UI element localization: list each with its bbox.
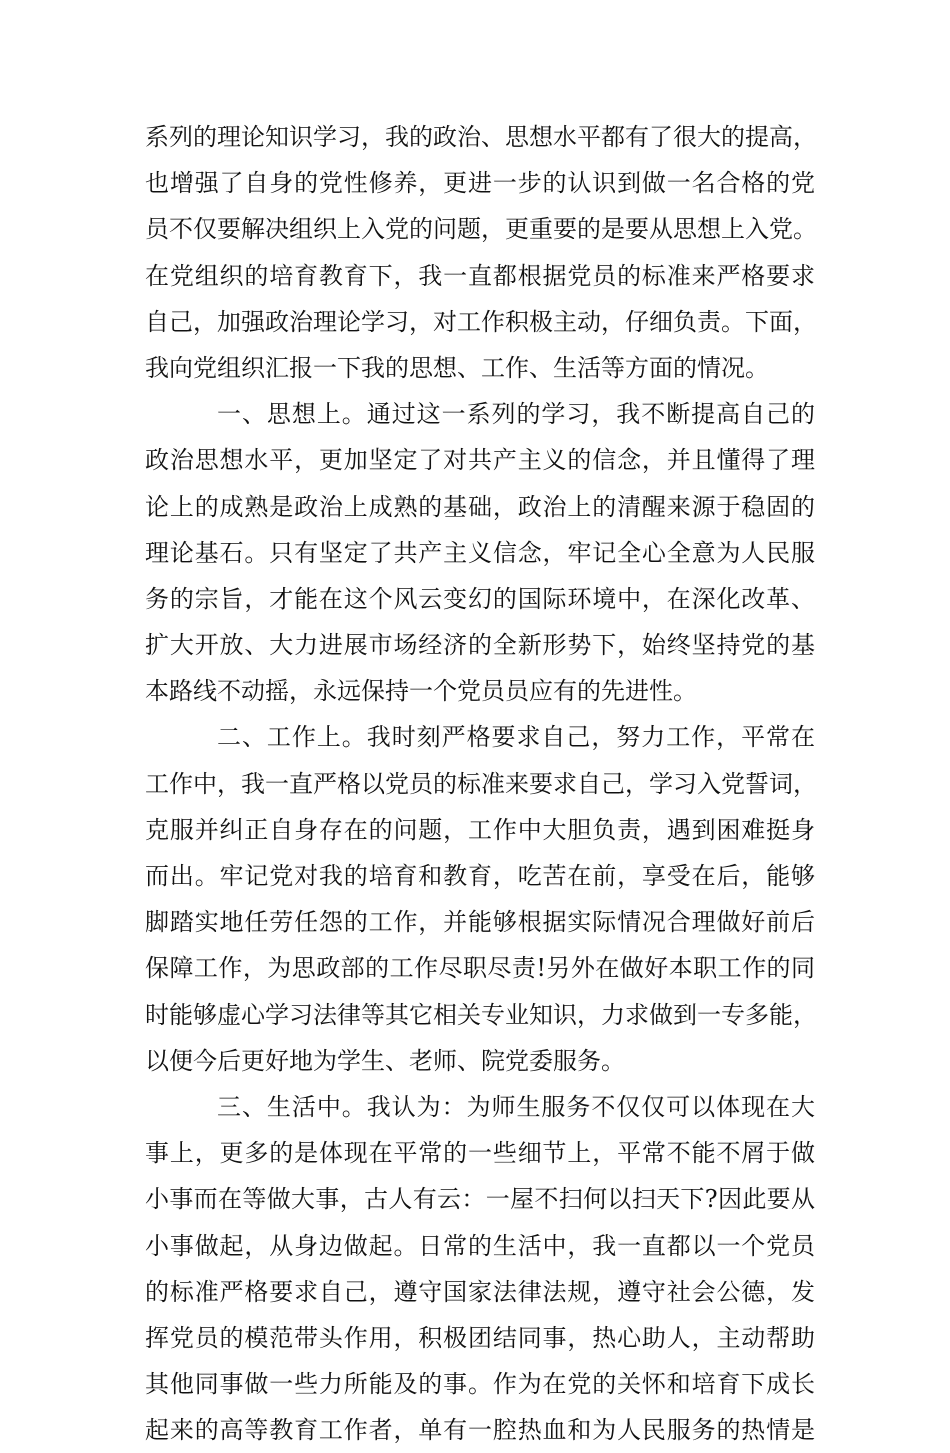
- text-line: 小事做起，从身边做起。日常的生活中，我一直都以一个党员: [145, 1231, 815, 1260]
- text-line: 系列的理论知识学习，我的政治、思想水平都有了很大的提高，: [145, 123, 817, 151]
- text-line: 在党组织的培育教育下，我一直都根据党员的标准来严格要求: [145, 261, 815, 290]
- text-line: 自己，加强政治理论学习，对工作积极主动，仔细负责。下面，: [145, 307, 817, 336]
- text-line: 事上，更多的是体现在平常的一些细节上，平常不能不屑于做: [145, 1139, 815, 1168]
- text-line: 务的宗旨，才能在这个风云变幻的国际环境中，在深化改革、: [145, 584, 815, 613]
- section-heading-line: 一、思想上。通过这一系列的学习，我不断提高自己的: [217, 400, 815, 429]
- text-line: 保障工作，为思政部的工作尽职尽责!另外在做好本职工作的同: [145, 954, 815, 983]
- text-line: 的标准严格要求自己，遵守国家法律法规，遵守社会公德，发: [145, 1277, 815, 1306]
- section-heading-line: 二、工作上。我时刻严格要求自己，努力工作，平常在: [217, 723, 815, 752]
- text-line: 克服并纠正自身存在的问题，工作中大胆负责，遇到困难挺身: [145, 815, 815, 844]
- text-line: 小事而在等做大事，古人有云：一屋不扫何以扫天下?因此要从: [145, 1185, 815, 1214]
- text-line: 扩大开放、大力进展市场经济的全新形势下，始终坚持党的基: [145, 631, 815, 660]
- text-line: 政治思想水平，更加坚定了对共产主义的信念，并且懂得了理: [145, 446, 815, 475]
- text-line: 论上的成熟是政治上成熟的基础，政治上的清醒来源于稳固的: [145, 492, 815, 521]
- section-heading-line: 三、生活中。我认为：为师生服务不仅仅可以体现在大: [217, 1092, 815, 1121]
- text-line: 理论基石。只有坚定了共产主义信念，牢记全心全意为人民服: [145, 538, 815, 567]
- text-line: 起来的高等教育工作者，单有一腔热血和为人民服务的热情是: [145, 1416, 815, 1445]
- text-line: 时能够虚心学习法律等其它相关专业知识，力求做到一专多能，: [145, 1000, 817, 1029]
- text-line: 我向党组织汇报一下我的思想、工作、生活等方面的情况。: [145, 353, 769, 382]
- text-line: 挥党员的模范带头作用，积极团结同事，热心助人，主动帮助: [145, 1323, 815, 1352]
- text-line: 其他同事做一些力所能及的事。作为在党的关怀和培育下成长: [145, 1370, 815, 1399]
- text-line: 工作中，我一直严格以党员的标准来要求自己，学习入党誓词，: [145, 769, 817, 798]
- text-line: 也增强了自身的党性修养，更进一步的认识到做一名合格的党: [145, 169, 815, 198]
- text-line: 而出。牢记党对我的培育和教育，吃苦在前，享受在后，能够: [145, 862, 815, 890]
- text-line: 以便今后更好地为学生、老师、院党委服务。: [145, 1046, 625, 1075]
- text-line: 本路线不动摇，永远保持一个党员员应有的先进性。: [145, 677, 697, 706]
- text-line: 脚踏实地任劳任怨的工作，并能够根据实际情况合理做好前后: [145, 908, 815, 937]
- body-text: [145, 114, 815, 1453]
- text-line: 员不仅要解决组织上入党的问题，更重要的是要从思想上入党。: [145, 215, 817, 244]
